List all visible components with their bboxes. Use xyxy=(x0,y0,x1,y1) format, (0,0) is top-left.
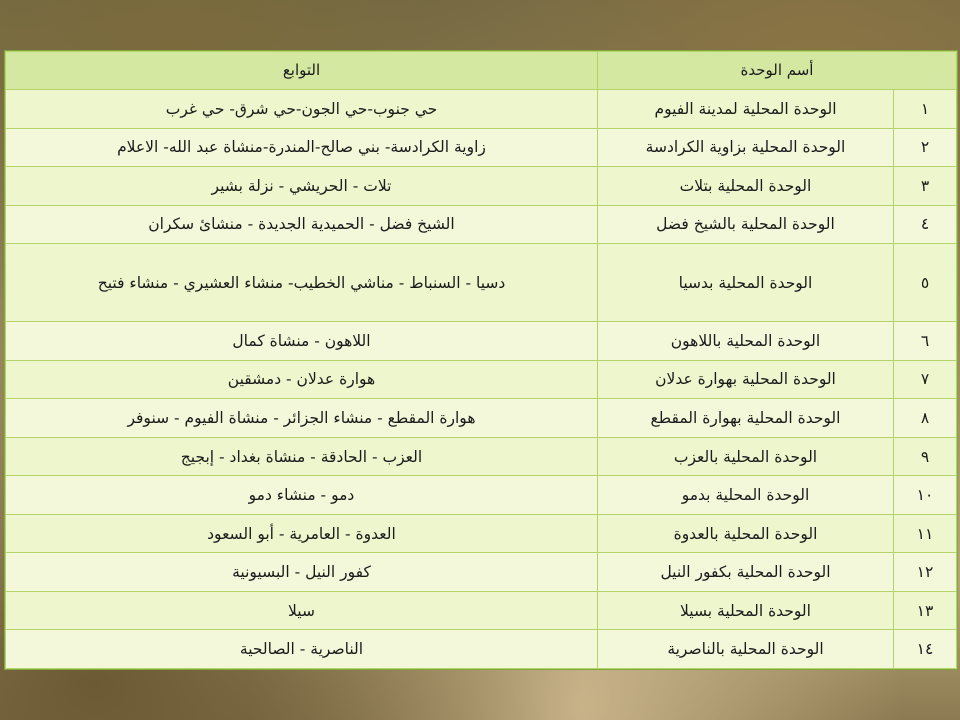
unit-name-cell: الوحدة المحلية لمدينة الفيوم xyxy=(597,90,893,129)
dependencies-cell: الناصرية - الصالحية xyxy=(6,630,598,669)
header-dependencies: التوابع xyxy=(6,52,598,90)
unit-name-cell: الوحدة المحلية بزاوية الكرادسة xyxy=(597,128,893,167)
unit-name-cell: الوحدة المحلية بالناصرية xyxy=(597,630,893,669)
unit-name-cell: الوحدة المحلية بالعزب xyxy=(597,437,893,476)
dependencies-cell: العزب - الحادقة - منشاة بغداد - إبجيج xyxy=(6,437,598,476)
dependencies-cell: كفور النيل - البسيونية xyxy=(6,553,598,592)
unit-name-cell: الوحدة المحلية بتلات xyxy=(597,167,893,206)
row-number: ٩ xyxy=(894,437,957,476)
table-row xyxy=(6,128,957,167)
dependencies-cell: تلات - الحريشي - نزلة بشير xyxy=(6,167,598,206)
row-number: ٨ xyxy=(894,399,957,438)
row-number: ١١ xyxy=(894,514,957,553)
row-number: ٣ xyxy=(894,167,957,206)
row-number: ٧ xyxy=(894,360,957,399)
unit-name-cell: الوحدة المحلية بهوارة المقطع xyxy=(597,399,893,438)
local-units-table xyxy=(5,51,957,669)
units-table-container xyxy=(4,50,958,670)
row-number: ٤ xyxy=(894,205,957,244)
dependencies-cell: دمو - منشاء دمو xyxy=(6,476,598,515)
table-row xyxy=(6,591,957,630)
table-row xyxy=(6,514,957,553)
table-row xyxy=(6,437,957,476)
dependencies-cell: العدوة - العامرية - أبو السعود xyxy=(6,514,598,553)
unit-name-cell: الوحدة المحلية بدسيا xyxy=(597,244,893,322)
table-row xyxy=(6,630,957,669)
dependencies-cell: الشيخ فضل - الحميدية الجديدة - منشاىٔ سكران xyxy=(6,205,598,244)
table-row xyxy=(6,553,957,592)
dependencies-cell: حي جنوب-حي الجون-حي شرق- حي غرب xyxy=(6,90,598,129)
row-number: ٢ xyxy=(894,128,957,167)
row-number: ١٤ xyxy=(894,630,957,669)
table-row xyxy=(6,167,957,206)
table-row xyxy=(6,360,957,399)
dependencies-cell: هوارة عدلان - دمشقين xyxy=(6,360,598,399)
unit-name-cell: الوحدة المحلية باللاهون xyxy=(597,322,893,361)
unit-name-cell: الوحدة المحلية بهوارة عدلان xyxy=(597,360,893,399)
row-number: ٦ xyxy=(894,322,957,361)
dependencies-cell: هوارة المقطع - منشاء الجزائر - منشاة الفيوم - سنوفر xyxy=(6,399,598,438)
table-row xyxy=(6,244,957,322)
table-row xyxy=(6,205,957,244)
unit-name-cell: الوحدة المحلية بسيلا xyxy=(597,591,893,630)
dependencies-cell: اللاهون - منشاة كمال xyxy=(6,322,598,361)
table-header-row xyxy=(6,52,957,90)
dependencies-cell: سيلا xyxy=(6,591,598,630)
row-number: ١٢ xyxy=(894,553,957,592)
header-unit-name: أسم الوحدة xyxy=(597,52,956,90)
unit-name-cell: الوحدة المحلية بالشيخ فضل xyxy=(597,205,893,244)
table-row xyxy=(6,399,957,438)
row-number: ١٠ xyxy=(894,476,957,515)
dependencies-cell: زاوية الكرادسة- بني صالح-المندرة-منشاة عبد الله- الاعلام xyxy=(6,128,598,167)
table-row xyxy=(6,90,957,129)
dependencies-cell: دسيا - السنباط - مناشي الخطيب- منشاء العشيري - منشاء فتيح xyxy=(6,244,598,322)
row-number: ٥ xyxy=(894,244,957,322)
unit-name-cell: الوحدة المحلية بكفور النيل xyxy=(597,553,893,592)
unit-name-cell: الوحدة المحلية بدمو xyxy=(597,476,893,515)
row-number: ١٣ xyxy=(894,591,957,630)
row-number: ١ xyxy=(894,90,957,129)
table-row xyxy=(6,476,957,515)
unit-name-cell: الوحدة المحلية بالعدوة xyxy=(597,514,893,553)
table-row xyxy=(6,322,957,361)
